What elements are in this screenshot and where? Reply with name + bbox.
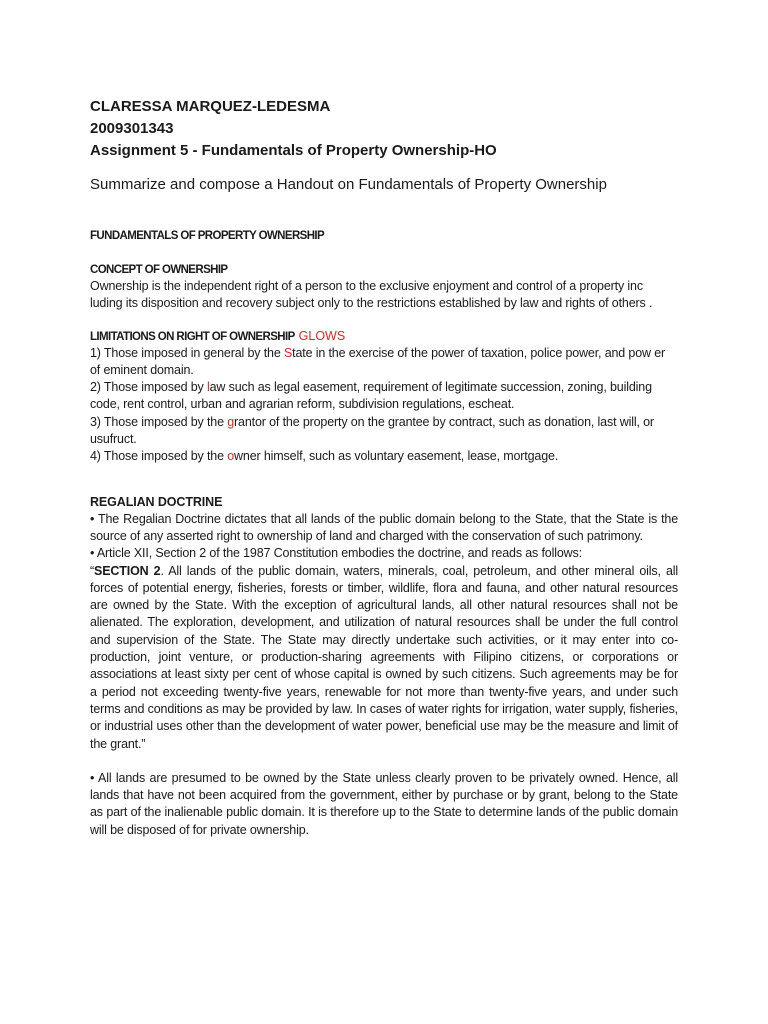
regalian-bullet: • The Regalian Doctrine dictates that all lands of the public domain belong to the State, that the State is the source of any asserted right to ownership of land and charged with the conservation of such patrimony. (90, 511, 678, 543)
limitation-item (90, 379, 678, 414)
regalian-bullet: • Article XII, Section 2 of the 1987 Constitution embodies the doctrine, and reads as follows: (90, 546, 582, 561)
assignment-title: Assignment 5 - Fundamentals of Property Ownership-HO (90, 142, 497, 159)
document-title: FUNDAMENTALS OF PROPERTY OWNERSHIP (90, 230, 325, 242)
regalian-title: REGALIAN DOCTRINE (90, 494, 223, 509)
limitation-text: wner himself, such as voluntary easement, lease, mortgage. (234, 449, 559, 464)
limitation-item (90, 448, 678, 465)
limitation-text: 1) Those imposed in general by the (90, 345, 284, 360)
student-id: 2009301343 (90, 120, 174, 137)
mnemonic-letter: l (206, 380, 210, 395)
mnemonic-letter: S (283, 345, 293, 360)
limitation-text: 4) Those imposed by the (90, 449, 228, 464)
limitations-heading (90, 328, 678, 345)
limitations-section (90, 328, 678, 466)
mnemonic-letter: g (227, 414, 235, 429)
mnemonic-label: GLOWS (298, 328, 346, 343)
regalian-section (90, 494, 678, 839)
author-name: CLARESSA MARQUEZ-LEDESMA (90, 98, 331, 115)
task-description: Summarize and compose a Handout on Fundamentals of Property Ownership (90, 176, 607, 193)
limitation-text: aw such as legal easement, requirement of legitimate succession, zoning, building code, rent control, urban and agrarian reform, subdivision regulations, escheat. (90, 380, 652, 412)
regalian-bullet: • All lands are presumed to be owned by the State unless clearly proven to be privately owned. Hence, all lands that have not been acquired from the government, either by purchase or by grant, belong to the State as part of the inalienable public domain. It is therefore up to the State to determine lands of the public domain will be disposed of for private ownership. (90, 770, 678, 837)
document-page (90, 96, 678, 839)
quote-mark: “ (90, 563, 95, 578)
quote-text: . All lands of the public domain, waters, minerals, coal, petroleum, and other mineral oils, all forces of potential energy, fisheries, forests or timber, wildlife, flora and fauna, and other natural resources are owned by the State. With the exception of agricultural lands, all other natural resources shall not be alienated. The exploration, development, and utilization of natural resources shall be under the full control and supervision of the State. The State may directly undertake such activities, or it may enter into co-production, joint venture, or production-sharing agreements with Filipino citizens, or corporations or associations at least sixty per cent of whose capital is owned by such citizens. Such agreements may be for a period not exceeding twenty-five years, renewable for not more than twenty-five years, and under such terms and conditions as may be provided by law. In cases of water rights for irrigation, water supply, fisheries, or industrial uses other than the development of water power, beneficial use may be the measure and limit of the grant.” (90, 563, 678, 751)
limitation-item (90, 414, 678, 449)
paragraph-gap (90, 753, 678, 770)
mnemonic-letter: o (227, 449, 235, 464)
concept-section (90, 262, 678, 313)
limitation-text: rantor of the property on the grantee by contract, such as donation, last will, or usufruct. (90, 414, 654, 447)
limitation-item (90, 345, 678, 380)
concept-title: CONCEPT OF OWNERSHIP (90, 264, 228, 276)
limitation-text: 2) Those imposed by (90, 380, 207, 395)
concept-text: Ownership is the independent right of a person to the exclusive enjoyment and control of a property inc luding its disposition and recovery subject only to the restrictions established by law and rights of others . (90, 279, 653, 311)
limitation-text: tate in the exercise of the power of taxation, police power, and pow er of eminent domain. (90, 345, 666, 377)
header-block (90, 96, 678, 162)
section-label: SECTION 2 (94, 563, 161, 578)
limitations-title: LIMITATIONS ON RIGHT OF OWNERSHIP (90, 330, 295, 343)
constitution-quote (90, 563, 678, 753)
limitation-text: 3) Those imposed by the (90, 414, 228, 429)
